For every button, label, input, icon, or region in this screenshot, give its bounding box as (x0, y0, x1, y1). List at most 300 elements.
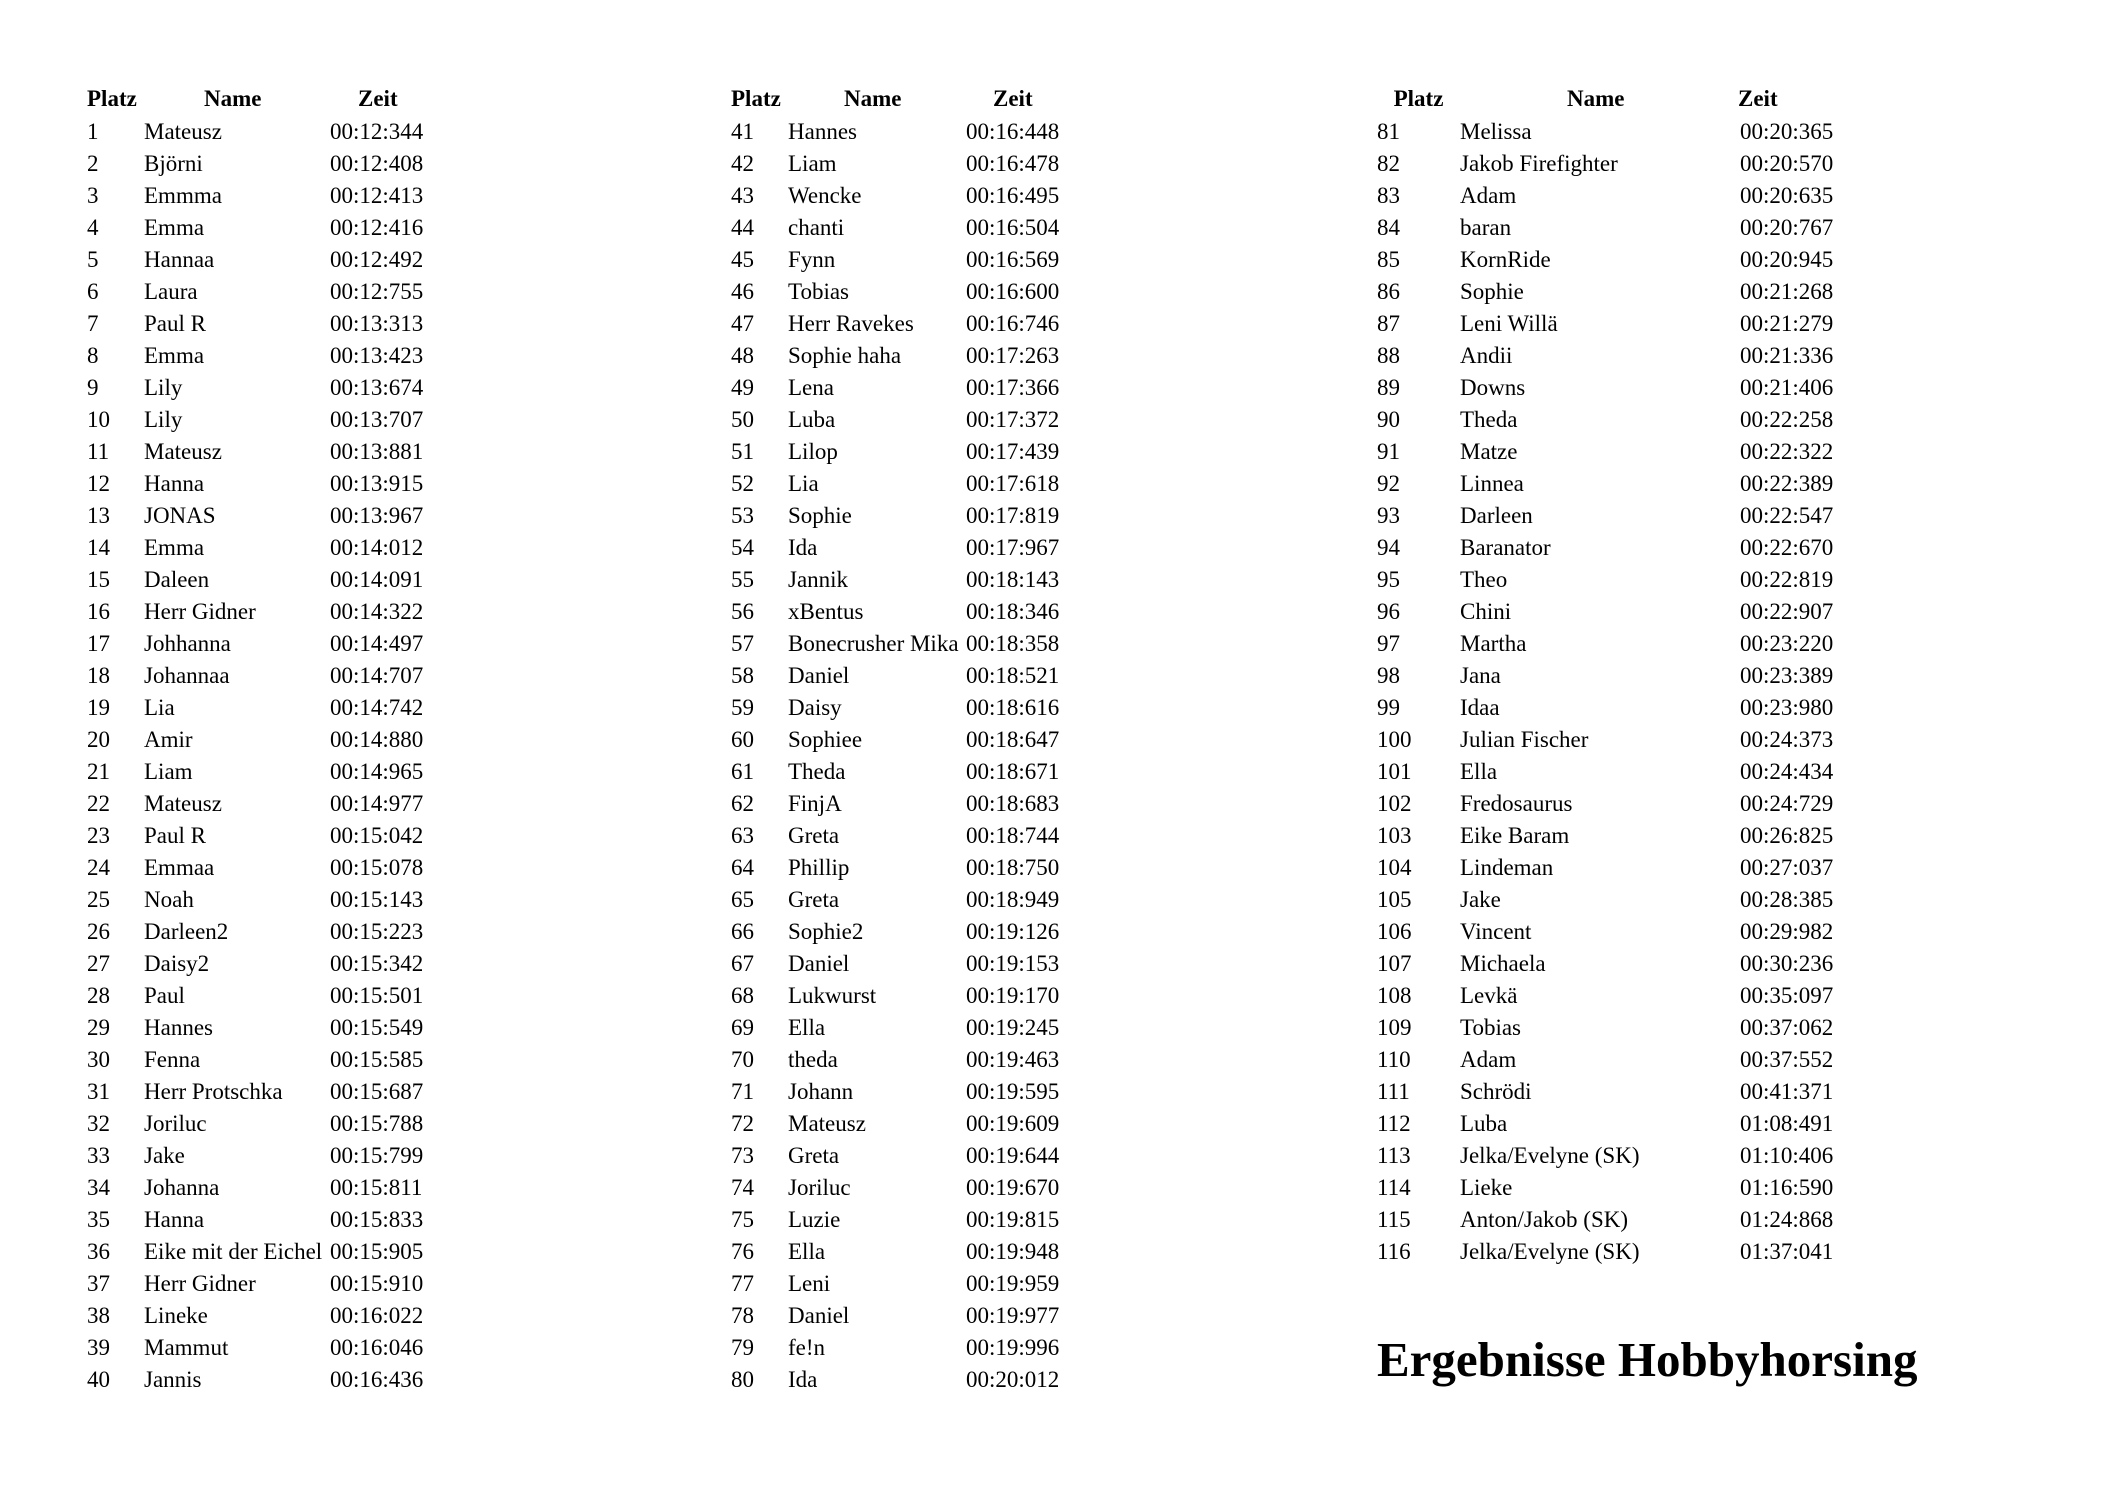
rank-cell: 37 (87, 1271, 110, 1296)
name-cell: Daleen (144, 567, 210, 592)
time-cell: 01:37:041 (1740, 1239, 1834, 1264)
name-cell: Joriluc (144, 1111, 207, 1136)
time-cell: 00:15:501 (330, 983, 424, 1008)
name-cell: JONAS (144, 503, 216, 528)
name-cell: Emma (144, 535, 205, 560)
time-cell: 00:12:416 (330, 215, 424, 240)
rank-cell: 51 (731, 439, 754, 464)
header-rank: Platz (1393, 86, 1444, 111)
name-cell: Hannes (144, 1015, 213, 1040)
rank-cell: 41 (731, 119, 754, 144)
page-title: Ergebnisse Hobbyhorsing (1377, 1332, 1918, 1387)
rank-cell: 95 (1377, 567, 1400, 592)
name-cell: Herr Gidner (144, 599, 256, 624)
table-row (87, 212, 440, 244)
rank-cell: 65 (731, 887, 754, 912)
table-row (87, 1140, 440, 1172)
table-row (731, 1108, 1076, 1140)
name-cell: Greta (788, 823, 840, 848)
rank-cell: 38 (87, 1303, 110, 1328)
name-cell: Linnea (1460, 471, 1524, 496)
time-cell: 00:15:799 (330, 1143, 424, 1168)
name-cell: Mateusz (788, 1111, 866, 1136)
rank-cell: 108 (1377, 983, 1412, 1008)
rank-cell: 62 (731, 791, 754, 816)
name-cell: Jake (144, 1143, 185, 1168)
time-cell: 00:18:346 (966, 599, 1060, 624)
table-row (731, 820, 1076, 852)
rank-cell: 103 (1377, 823, 1412, 848)
table-row (1377, 660, 1850, 692)
name-cell: Ida (788, 1367, 818, 1392)
table-row (731, 244, 1076, 276)
name-cell: Fredosaurus (1460, 791, 1573, 816)
table-row (731, 436, 1076, 468)
time-cell: 00:17:366 (966, 375, 1060, 400)
rank-cell: 107 (1377, 951, 1412, 976)
time-cell: 00:22:670 (1740, 535, 1834, 560)
table-header-row (87, 82, 440, 116)
name-cell: Sophiee (788, 727, 863, 752)
table-row (1377, 372, 1850, 404)
name-cell: Levkä (1460, 983, 1518, 1008)
time-cell: 00:20:767 (1740, 215, 1834, 240)
rank-cell: 29 (87, 1015, 110, 1040)
table-row (87, 820, 440, 852)
table-row (87, 788, 440, 820)
time-cell: 00:16:436 (330, 1367, 424, 1392)
time-cell: 00:16:600 (966, 279, 1060, 304)
table-row (731, 532, 1076, 564)
time-cell: 00:15:042 (330, 823, 424, 848)
rank-cell: 66 (731, 919, 754, 944)
time-cell: 00:20:570 (1740, 151, 1834, 176)
table-row (87, 404, 440, 436)
table-row (1377, 852, 1850, 884)
rank-cell: 3 (87, 183, 99, 208)
table-row (87, 244, 440, 276)
time-cell: 00:17:819 (966, 503, 1060, 528)
rank-cell: 15 (87, 567, 110, 592)
table-row (87, 1236, 440, 1268)
rank-cell: 86 (1377, 279, 1400, 304)
rank-cell: 36 (87, 1239, 110, 1264)
table-row (1377, 788, 1850, 820)
rank-cell: 45 (731, 247, 754, 272)
name-cell: Liam (788, 151, 837, 176)
rank-cell: 48 (731, 343, 754, 368)
time-cell: 00:27:037 (1740, 855, 1834, 880)
table-row (1377, 1236, 1850, 1268)
time-cell: 00:18:683 (966, 791, 1060, 816)
time-cell: 00:15:143 (330, 887, 424, 912)
time-cell: 00:19:959 (966, 1271, 1060, 1296)
time-cell: 00:20:012 (966, 1367, 1060, 1392)
header-name: Name (204, 86, 262, 111)
name-cell: Lindeman (1460, 855, 1554, 880)
results-table-ranks-81-116 (1377, 82, 1850, 1268)
name-cell: Theda (1460, 407, 1518, 432)
results-body (87, 116, 440, 1396)
table-row (731, 980, 1076, 1012)
table-row (87, 180, 440, 212)
time-cell: 00:12:492 (330, 247, 424, 272)
rank-cell: 75 (731, 1207, 754, 1232)
rank-cell: 93 (1377, 503, 1400, 528)
table-row (731, 724, 1076, 756)
name-cell: Michaela (1460, 951, 1546, 976)
time-cell: 00:21:268 (1740, 279, 1834, 304)
rank-cell: 96 (1377, 599, 1400, 624)
table-row (1377, 340, 1850, 372)
name-cell: Bonecrusher Mika (788, 631, 959, 656)
name-cell: FinjA (788, 791, 842, 816)
table-row (731, 852, 1076, 884)
time-cell: 00:14:742 (330, 695, 424, 720)
header-rank: Platz (731, 86, 781, 111)
rank-cell: 27 (87, 951, 110, 976)
table-row (731, 1172, 1076, 1204)
time-cell: 00:22:907 (1740, 599, 1834, 624)
name-cell: Jelka/Evelyne (SK) (1460, 1143, 1640, 1168)
time-cell: 00:21:406 (1740, 375, 1834, 400)
time-cell: 00:18:750 (966, 855, 1060, 880)
table-row (1377, 916, 1850, 948)
name-cell: Leni (788, 1271, 831, 1296)
time-cell: 00:18:949 (966, 887, 1060, 912)
header-name: Name (1567, 86, 1625, 111)
name-cell: Luba (1460, 1111, 1508, 1136)
rank-cell: 77 (731, 1271, 754, 1296)
time-cell: 00:16:569 (966, 247, 1060, 272)
time-cell: 00:35:097 (1740, 983, 1834, 1008)
table-row (731, 596, 1076, 628)
name-cell: Baranator (1460, 535, 1551, 560)
name-cell: Paul (144, 983, 185, 1008)
table-row (731, 276, 1076, 308)
name-cell: Amir (144, 727, 193, 752)
rank-cell: 14 (87, 535, 110, 560)
rank-cell: 78 (731, 1303, 754, 1328)
rank-cell: 49 (731, 375, 754, 400)
name-cell: Greta (788, 1143, 840, 1168)
rank-cell: 47 (731, 311, 754, 336)
table-row (87, 564, 440, 596)
time-cell: 00:16:478 (966, 151, 1060, 176)
rank-cell: 52 (731, 471, 754, 496)
rank-cell: 22 (87, 791, 110, 816)
time-cell: 00:19:977 (966, 1303, 1060, 1328)
name-cell: Jana (1460, 663, 1501, 688)
name-cell: Lily (144, 375, 183, 400)
name-cell: Paul R (144, 311, 206, 336)
time-cell: 00:18:521 (966, 663, 1060, 688)
rank-cell: 98 (1377, 663, 1400, 688)
rank-cell: 101 (1377, 759, 1412, 784)
name-cell: baran (1460, 215, 1512, 240)
table-row (731, 1300, 1076, 1332)
rank-cell: 70 (731, 1047, 754, 1072)
table-row (87, 948, 440, 980)
rank-cell: 92 (1377, 471, 1400, 496)
rank-cell: 97 (1377, 631, 1400, 656)
table-row (731, 1044, 1076, 1076)
table-row (1377, 1140, 1850, 1172)
table-row (87, 1300, 440, 1332)
time-cell: 00:19:815 (966, 1207, 1060, 1232)
table-row (1377, 308, 1850, 340)
name-cell: Mateusz (144, 439, 222, 464)
rank-cell: 83 (1377, 183, 1400, 208)
time-cell: 00:15:078 (330, 855, 424, 880)
table-row (87, 1364, 440, 1396)
rank-cell: 21 (87, 759, 110, 784)
name-cell: Lineke (144, 1303, 208, 1328)
name-cell: Herr Gidner (144, 1271, 256, 1296)
name-cell: Lilop (788, 439, 838, 464)
name-cell: Adam (1460, 183, 1517, 208)
name-cell: KornRide (1460, 247, 1551, 272)
time-cell: 00:18:744 (966, 823, 1060, 848)
name-cell: Adam (1460, 1047, 1517, 1072)
table-row (87, 276, 440, 308)
table-row (731, 1236, 1076, 1268)
name-cell: Downs (1460, 375, 1526, 400)
time-cell: 00:23:220 (1740, 631, 1834, 656)
rank-cell: 63 (731, 823, 754, 848)
time-cell: 00:14:880 (330, 727, 424, 752)
time-cell: 00:14:012 (330, 535, 424, 560)
rank-cell: 67 (731, 951, 754, 976)
table-row (1377, 820, 1850, 852)
time-cell: 01:16:590 (1740, 1175, 1834, 1200)
table-row (1377, 116, 1850, 148)
table-row (1377, 1172, 1850, 1204)
name-cell: Fynn (788, 247, 836, 272)
time-cell: 00:17:372 (966, 407, 1060, 432)
time-cell: 00:20:635 (1740, 183, 1834, 208)
rank-cell: 12 (87, 471, 110, 496)
header-time: Zeit (1738, 86, 1778, 111)
time-cell: 00:19:609 (966, 1111, 1060, 1136)
table-row (731, 884, 1076, 916)
rank-cell: 57 (731, 631, 754, 656)
rank-cell: 7 (87, 311, 99, 336)
table-row (1377, 1108, 1850, 1140)
name-cell: Phillip (788, 855, 850, 880)
table-row (731, 916, 1076, 948)
time-cell: 00:14:707 (330, 663, 424, 688)
time-cell: 00:12:344 (330, 119, 424, 144)
time-cell: 00:15:549 (330, 1015, 424, 1040)
name-cell: Theo (1460, 567, 1508, 592)
time-cell: 00:16:046 (330, 1335, 424, 1360)
name-cell: Melissa (1460, 119, 1532, 144)
table-row (87, 1204, 440, 1236)
table-row (87, 692, 440, 724)
table-row (87, 1012, 440, 1044)
name-cell: Lieke (1460, 1175, 1513, 1200)
header-time: Zeit (358, 86, 398, 111)
time-cell: 00:22:547 (1740, 503, 1834, 528)
name-cell: Anton/Jakob (SK) (1460, 1207, 1629, 1232)
rank-cell: 43 (731, 183, 754, 208)
rank-cell: 31 (87, 1079, 110, 1104)
rank-cell: 40 (87, 1367, 110, 1392)
time-cell: 00:14:322 (330, 599, 424, 624)
table-row (731, 1268, 1076, 1300)
rank-cell: 94 (1377, 535, 1400, 560)
time-cell: 00:16:746 (966, 311, 1060, 336)
rank-cell: 110 (1377, 1047, 1411, 1072)
time-cell: 00:19:996 (966, 1335, 1060, 1360)
time-cell: 00:24:729 (1740, 791, 1834, 816)
name-cell: Eike mit der Eichel (144, 1239, 323, 1264)
rank-cell: 112 (1377, 1111, 1411, 1136)
time-cell: 00:14:965 (330, 759, 424, 784)
time-cell: 00:19:170 (966, 983, 1060, 1008)
name-cell: Jannik (788, 567, 849, 592)
time-cell: 00:22:258 (1740, 407, 1834, 432)
name-cell: Laura (144, 279, 198, 304)
name-cell: Daisy (788, 695, 842, 720)
rank-cell: 39 (87, 1335, 110, 1360)
name-cell: Sophie (788, 503, 852, 528)
rank-cell: 18 (87, 663, 110, 688)
time-cell: 00:15:342 (330, 951, 424, 976)
rank-cell: 26 (87, 919, 110, 944)
name-cell: Ella (1460, 759, 1498, 784)
name-cell: Daisy2 (144, 951, 210, 976)
rank-cell: 10 (87, 407, 110, 432)
table-row (731, 212, 1076, 244)
time-cell: 00:18:616 (966, 695, 1060, 720)
time-cell: 00:15:585 (330, 1047, 424, 1072)
time-cell: 00:22:322 (1740, 439, 1834, 464)
name-cell: Julian Fischer (1460, 727, 1589, 752)
time-cell: 00:26:825 (1740, 823, 1834, 848)
table-row (87, 1044, 440, 1076)
table-row (1377, 148, 1850, 180)
rank-cell: 58 (731, 663, 754, 688)
rank-cell: 35 (87, 1207, 110, 1232)
header-time: Zeit (993, 86, 1033, 111)
rank-cell: 64 (731, 855, 754, 880)
name-cell: Mateusz (144, 119, 222, 144)
table-row (1377, 244, 1850, 276)
table-row (1377, 1204, 1850, 1236)
rank-cell: 115 (1377, 1207, 1411, 1232)
name-cell: Lia (144, 695, 175, 720)
rank-cell: 91 (1377, 439, 1400, 464)
table-row (87, 436, 440, 468)
table-row (87, 1108, 440, 1140)
name-cell: Johanna (144, 1175, 220, 1200)
time-cell: 00:19:126 (966, 919, 1060, 944)
name-cell: Daniel (788, 1303, 850, 1328)
time-cell: 00:23:389 (1740, 663, 1834, 688)
table-row (87, 1076, 440, 1108)
name-cell: Liam (144, 759, 193, 784)
table-row (731, 180, 1076, 212)
name-cell: Ella (788, 1015, 826, 1040)
rank-cell: 54 (731, 535, 754, 560)
rank-cell: 113 (1377, 1143, 1411, 1168)
time-cell: 00:28:385 (1740, 887, 1834, 912)
name-cell: Tobias (1460, 1015, 1521, 1040)
rank-cell: 68 (731, 983, 754, 1008)
time-cell: 00:16:448 (966, 119, 1060, 144)
table-row (731, 660, 1076, 692)
name-cell: Theda (788, 759, 846, 784)
table-row (1377, 1044, 1850, 1076)
name-cell: Johhanna (144, 631, 231, 656)
results-table-ranks-1-40 (87, 82, 440, 1396)
time-cell: 00:12:408 (330, 151, 424, 176)
time-cell: 00:16:504 (966, 215, 1060, 240)
rank-cell: 5 (87, 247, 99, 272)
rank-cell: 116 (1377, 1239, 1411, 1264)
time-cell: 00:13:423 (330, 343, 424, 368)
time-cell: 00:13:313 (330, 311, 424, 336)
header-name: Name (844, 86, 902, 111)
rank-cell: 17 (87, 631, 110, 656)
table-row (1377, 756, 1850, 788)
name-cell: Lily (144, 407, 183, 432)
name-cell: Hanna (144, 1207, 205, 1232)
name-cell: Paul R (144, 823, 206, 848)
time-cell: 00:15:788 (330, 1111, 424, 1136)
time-cell: 00:17:618 (966, 471, 1060, 496)
table-row (1377, 500, 1850, 532)
name-cell: Sophie haha (788, 343, 902, 368)
rank-cell: 60 (731, 727, 754, 752)
table-row (731, 1012, 1076, 1044)
table-row (1377, 1076, 1850, 1108)
table-row (87, 980, 440, 1012)
table-row (1377, 948, 1850, 980)
name-cell: Hanna (144, 471, 205, 496)
name-cell: Andii (1460, 343, 1513, 368)
name-cell: chanti (788, 215, 845, 240)
rank-cell: 44 (731, 215, 754, 240)
rank-cell: 74 (731, 1175, 754, 1200)
table-row (1377, 884, 1850, 916)
time-cell: 00:24:373 (1740, 727, 1834, 752)
name-cell: Greta (788, 887, 840, 912)
rank-cell: 13 (87, 503, 110, 528)
time-cell: 00:19:644 (966, 1143, 1060, 1168)
name-cell: Luba (788, 407, 836, 432)
table-row (1377, 1012, 1850, 1044)
name-cell: Ida (788, 535, 818, 560)
table-row (731, 564, 1076, 596)
name-cell: Jelka/Evelyne (SK) (1460, 1239, 1640, 1264)
table-row (731, 468, 1076, 500)
time-cell: 00:14:497 (330, 631, 424, 656)
table-row (1377, 276, 1850, 308)
rank-cell: 81 (1377, 119, 1400, 144)
name-cell: Matze (1460, 439, 1518, 464)
time-cell: 00:19:670 (966, 1175, 1060, 1200)
rank-cell: 59 (731, 695, 754, 720)
table-row (87, 756, 440, 788)
name-cell: Sophie (1460, 279, 1524, 304)
table-row (731, 116, 1076, 148)
table-row (87, 852, 440, 884)
time-cell: 00:19:595 (966, 1079, 1060, 1104)
time-cell: 00:12:413 (330, 183, 424, 208)
